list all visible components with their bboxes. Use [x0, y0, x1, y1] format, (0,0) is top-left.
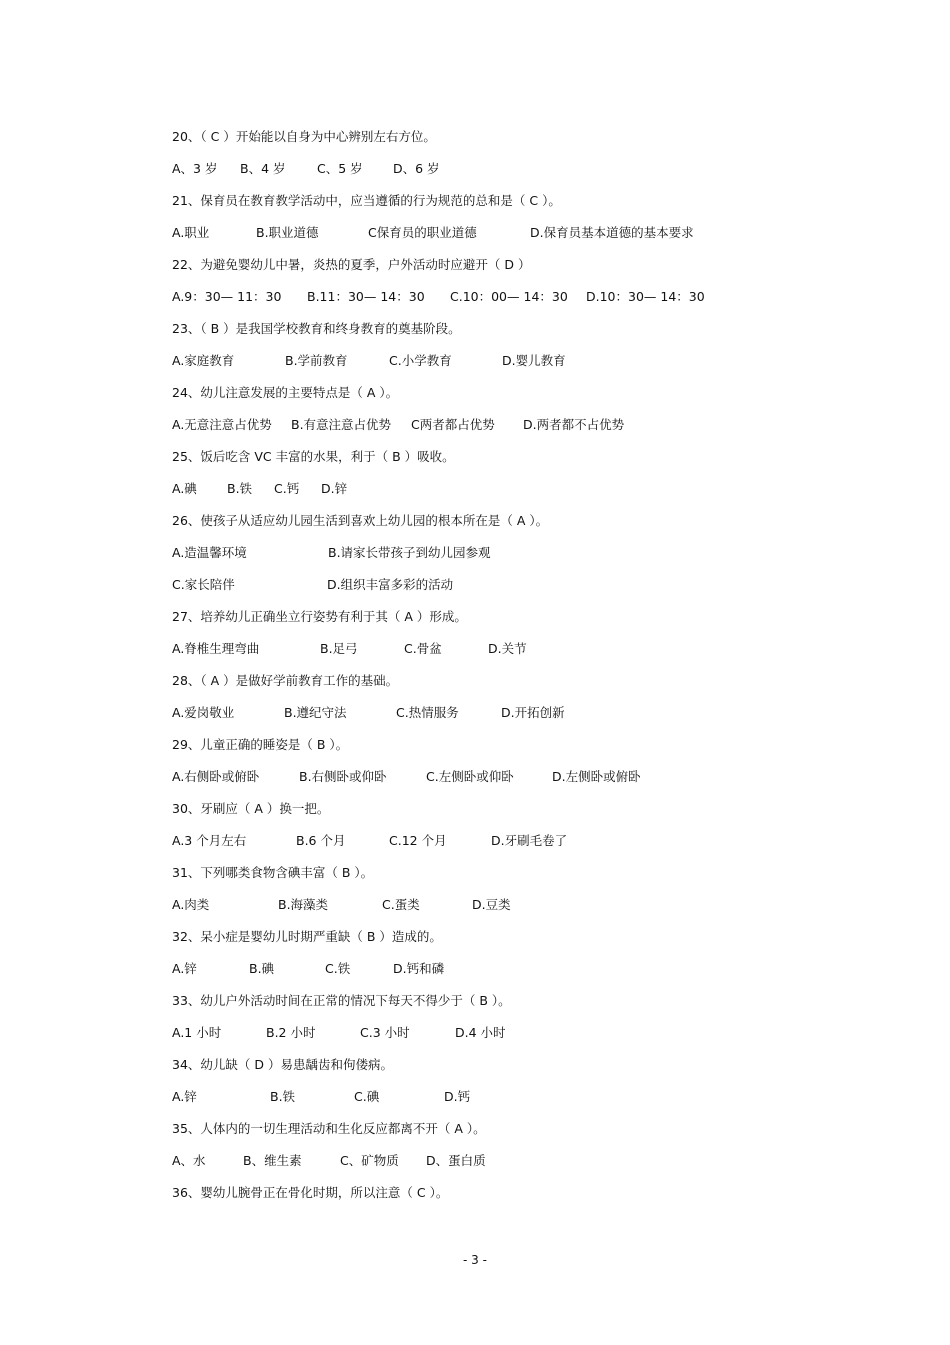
option-text: D.两者都不占优势 [523, 417, 625, 432]
option-text: A.锌 [172, 1089, 197, 1104]
question-line [172, 253, 792, 285]
options-line [172, 413, 792, 445]
option-text: C.小学教育 [389, 353, 452, 368]
option-text: A.3 个月左右 [172, 833, 247, 848]
options-line [172, 829, 792, 861]
option-text: C.家长陪伴 [172, 577, 235, 592]
question-text: 28、（ A ）是做好学前教育工作的基础。 [172, 673, 399, 688]
options-line [172, 957, 792, 989]
option-text: C.骨盆 [404, 641, 442, 656]
option-text: A.碘 [172, 481, 197, 496]
option-text: B.碘 [249, 961, 275, 976]
option-text: A、水 [172, 1153, 206, 1168]
question-text: 31、下列哪类食物含碘丰富（ B ）。 [172, 865, 374, 880]
option-text: C.蛋类 [382, 897, 420, 912]
option-text: C.3 小时 [360, 1025, 410, 1040]
question-line [172, 1117, 792, 1149]
option-text: C.10：00— 14：30 [450, 289, 568, 304]
question-line [172, 125, 792, 157]
option-text: D.豆类 [472, 897, 511, 912]
option-text: B.足弓 [320, 641, 358, 656]
option-text: D.锌 [321, 481, 348, 496]
question-list [172, 125, 792, 1213]
option-text: B.2 小时 [266, 1025, 316, 1040]
option-text: A.家庭教育 [172, 353, 235, 368]
question-line [172, 925, 792, 957]
question-line [172, 509, 792, 541]
options-line [172, 157, 792, 189]
option-text: C.12 个月 [389, 833, 447, 848]
option-text: B、4 岁 [240, 161, 286, 176]
options-line [172, 637, 792, 669]
option-text: A.右侧卧或俯卧 [172, 769, 260, 784]
question-text: 34、幼儿缺（ D ）易患龋齿和佝偻病。 [172, 1057, 393, 1072]
options-line [172, 701, 792, 733]
question-text: 29、儿童正确的睡姿是（ B ）。 [172, 737, 349, 752]
options-line [172, 1021, 792, 1053]
question-text: 32、呆小症是婴幼儿时期严重缺（ B ）造成的。 [172, 929, 442, 944]
option-text: D、6 岁 [393, 161, 440, 176]
question-text: 20、（ C ）开始能以自身为中心辨别左右方位。 [172, 129, 436, 144]
option-text: B.右侧卧或仰卧 [299, 769, 387, 784]
options-line [172, 221, 792, 253]
question-text: 30、牙刷应（ A ）换一把。 [172, 801, 330, 816]
option-text: A.肉类 [172, 897, 210, 912]
options-line [172, 765, 792, 797]
question-text: 26、使孩子从适应幼儿园生活到喜欢上幼儿园的根本所在是（ A ）。 [172, 513, 549, 528]
option-text: D.牙刷毛卷了 [491, 833, 568, 848]
option-text: D.保育员基本道德的基本要求 [530, 225, 694, 240]
option-text: B.铁 [270, 1089, 296, 1104]
question-line [172, 317, 792, 349]
option-text: B.遵纪守法 [284, 705, 347, 720]
question-line [172, 861, 792, 893]
question-text: 33、幼儿户外活动时间在正常的情况下每天不得少于（ B ）。 [172, 993, 511, 1008]
question-text: 23、（ B ）是我国学校教育和终身教育的奠基阶段。 [172, 321, 461, 336]
option-text: D.组织丰富多彩的活动 [327, 577, 454, 592]
option-text: C两者都占优势 [411, 417, 495, 432]
option-text: D.左侧卧或俯卧 [552, 769, 641, 784]
option-text: D.关节 [488, 641, 527, 656]
question-line [172, 797, 792, 829]
option-text: D.10：30— 14：30 [586, 289, 705, 304]
options-line [172, 1085, 792, 1117]
question-text: 27、培养幼儿正确坐立行姿势有利于其（ A ）形成。 [172, 609, 467, 624]
option-text: A.职业 [172, 225, 210, 240]
option-text: A.无意注意占优势 [172, 417, 272, 432]
option-text: B.铁 [227, 481, 253, 496]
options-line [172, 541, 792, 573]
options-line [172, 1149, 792, 1181]
option-text: D、蛋白质 [426, 1153, 486, 1168]
option-text: C保育员的职业道德 [368, 225, 477, 240]
options-line [172, 573, 792, 605]
question-line [172, 445, 792, 477]
question-text: 35、人体内的一切生理活动和生化反应都离不开（ A ）。 [172, 1121, 486, 1136]
option-text: A.锌 [172, 961, 197, 976]
option-text: D.钙和磷 [393, 961, 445, 976]
question-line [172, 1053, 792, 1085]
option-text: D.4 小时 [455, 1025, 506, 1040]
options-line [172, 893, 792, 925]
question-line [172, 381, 792, 413]
option-text: B、维生素 [243, 1153, 302, 1168]
option-text: A.造温馨环境 [172, 545, 247, 560]
option-text: A.9：30— 11：30 [172, 289, 282, 304]
option-text: C.热情服务 [396, 705, 459, 720]
page-number: - 3 - [463, 1253, 487, 1267]
option-text: D.婴儿教育 [502, 353, 566, 368]
question-text: 36、婴幼儿腕骨正在骨化时期，所以注意（ C ）。 [172, 1185, 449, 1200]
option-text: A、3 岁 [172, 161, 218, 176]
question-text: 22、为避免婴幼儿中暑，炎热的夏季，户外活动时应避开（ D ） [172, 257, 531, 272]
option-text: C.碘 [354, 1089, 380, 1104]
option-text: D.钙 [444, 1089, 471, 1104]
option-text: D.开拓创新 [501, 705, 565, 720]
option-text: A.爱岗敬业 [172, 705, 235, 720]
question-line [172, 189, 792, 221]
question-text: 24、幼儿注意发展的主要特点是（ A ）。 [172, 385, 399, 400]
question-line [172, 733, 792, 765]
option-text: B.11：30— 14：30 [307, 289, 425, 304]
option-text: B.海藻类 [278, 897, 329, 912]
option-text: B.有意注意占优势 [291, 417, 392, 432]
option-text: C.铁 [325, 961, 351, 976]
option-text: C.钙 [274, 481, 300, 496]
question-text: 25、饭后吃含 VC 丰富的水果，利于（ B ）吸收。 [172, 449, 455, 464]
question-text: 21、保育员在教育教学活动中，应当遵循的行为规范的总和是（ C ）。 [172, 193, 561, 208]
question-line [172, 669, 792, 701]
option-text: C、矿物质 [340, 1153, 399, 1168]
option-text: B.学前教育 [285, 353, 348, 368]
option-text: B.6 个月 [296, 833, 346, 848]
option-text: B.职业道德 [256, 225, 319, 240]
question-line [172, 605, 792, 637]
question-line [172, 1181, 792, 1213]
options-line [172, 349, 792, 381]
option-text: C、5 岁 [317, 161, 363, 176]
option-text: B.请家长带孩子到幼儿园参观 [328, 545, 491, 560]
option-text: A.脊椎生理弯曲 [172, 641, 260, 656]
question-line [172, 989, 792, 1021]
option-text: C.左侧卧或仰卧 [426, 769, 514, 784]
options-line [172, 285, 792, 317]
options-line [172, 477, 792, 509]
option-text: A.1 小时 [172, 1025, 222, 1040]
